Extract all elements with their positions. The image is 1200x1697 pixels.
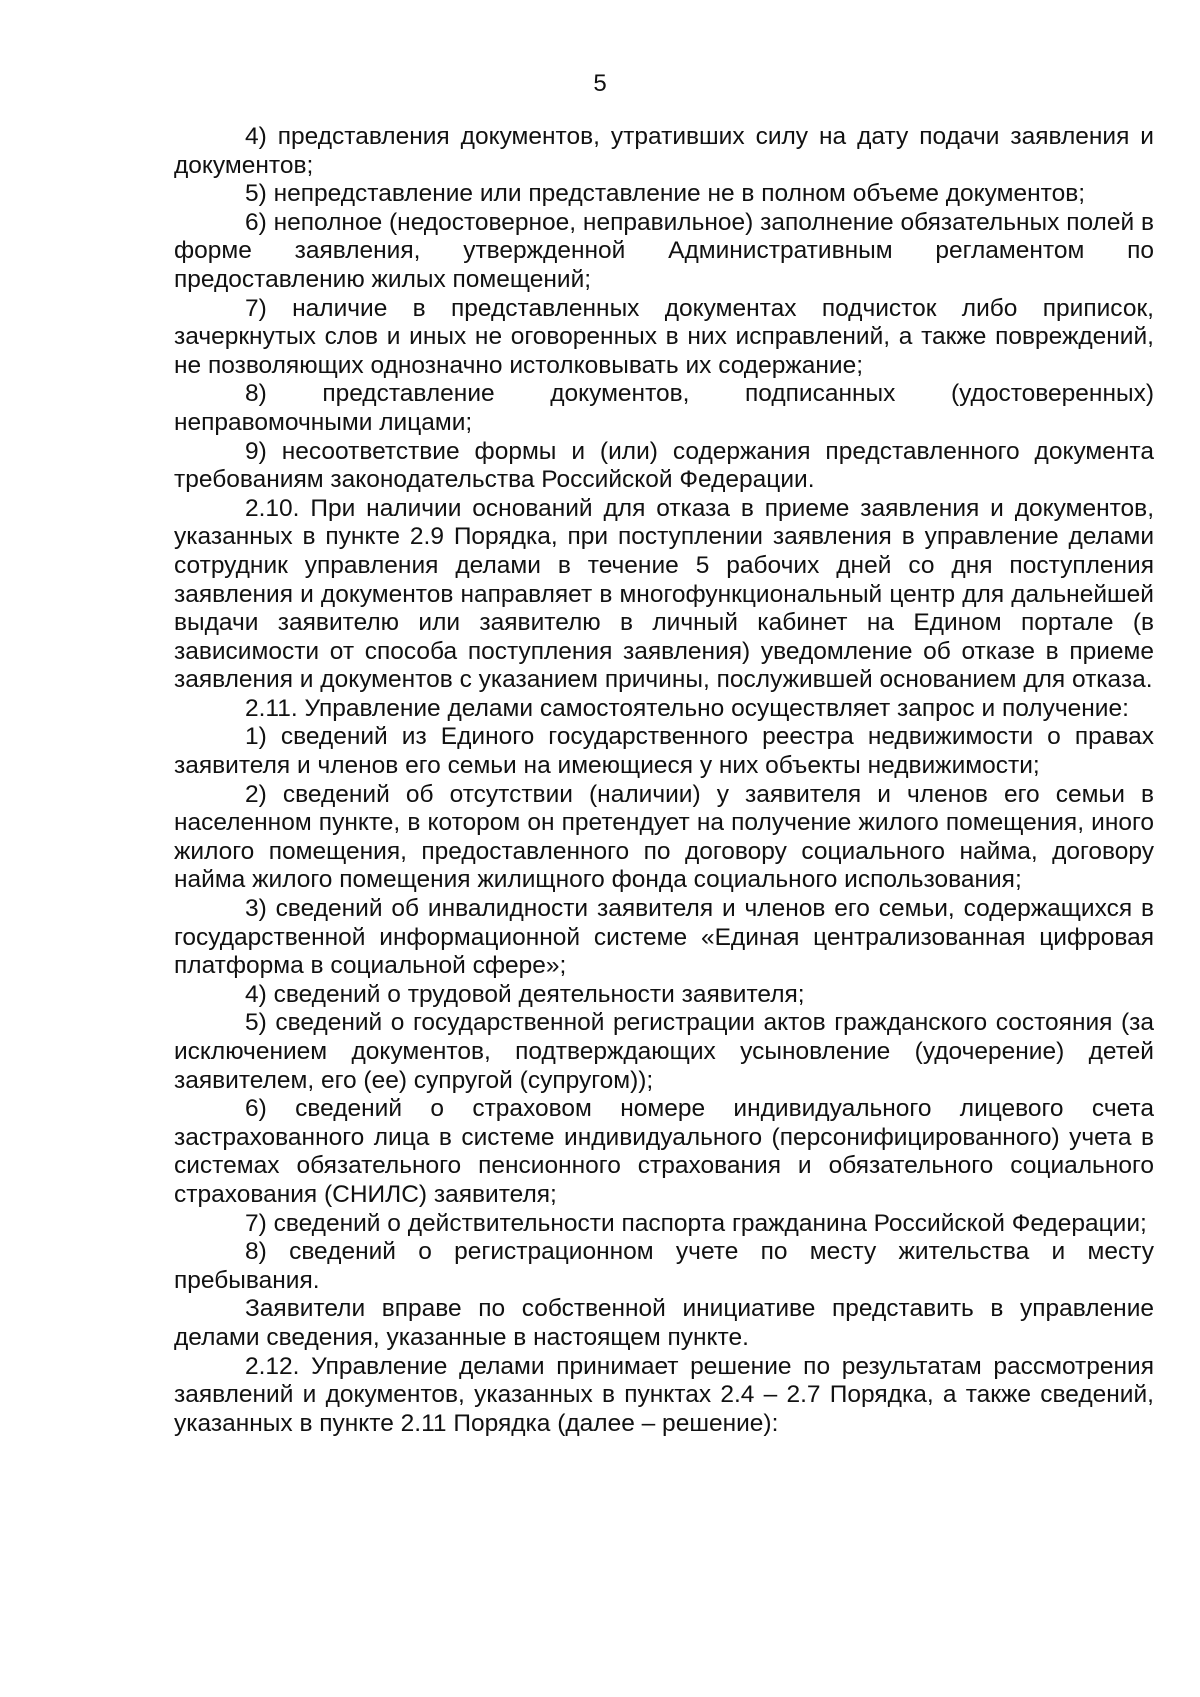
- list-item: 2) сведений об отсутствии (наличии) у заявителя и членов его семьи в населенном пункте, в котором он претендует на получение жилого помещения, иного жилого помещения, предоставленного по договору социального найма, договору найма жилого помещения жилищного фонда социального использования;: [174, 780, 1154, 894]
- list-item: 8) представление документов, подписанных (удостоверенных) неправомочными лицами;: [174, 380, 1154, 436]
- clause-2-11: 2.11. Управление делами самостоятельно осуществляет запрос и получение:: [245, 694, 1129, 722]
- list-item: 8) сведений о регистрационном учете по месту жительства и месту пребывания.: [174, 1238, 1154, 1294]
- list-item: 4) сведений о трудовой деятельности заявителя;: [245, 980, 805, 1008]
- clause-2-12: 2.12. Управление делами принимает решение по результатам рассмотрения заявлений и документов, указанных в пунктах 2.4 – 2.7 Порядка, а также сведений, указанных в пункте 2.11 Порядка (далее – решение):: [174, 1352, 1154, 1437]
- list-item: 3) сведений об инвалидности заявителя и членов его семьи, содержащихся в государственной информационной системе «Единая централизованная цифровая платформа в социальной сфере»;: [174, 895, 1154, 980]
- list-item: 6) сведений о страховом номере индивидуального лицевого счета застрахованного лица в системе индивидуального (персонифицированного) учета в системах обязательного пенсионного страхования и обязательного социального страхования (СНИЛС) заявителя;: [174, 1095, 1154, 1208]
- list-item: 4) представления документов, утративших силу на дату подачи заявления и документов;: [174, 123, 1154, 179]
- list-item: 9) несоответствие формы и (или) содержания представленного документа требованиям законодательства Российской Федерации.: [174, 437, 1154, 494]
- list-item: 7) сведений о действительности паспорта гражданина Российской Федерации;: [245, 1209, 1147, 1237]
- list-item: 7) наличие в представленных документах подчисток либо приписок, зачеркнутых слов и иных не оговоренных в них исправлений, а также повреждений, не позволяющих однозначно истолковывать их содержание;: [174, 294, 1154, 379]
- list-item: 5) сведений о государственной регистрации актов гражданского состояния (за исключением документов, подтверждающих усыновление (удочерение) детей заявителем, его (ее) супругой (супругом));: [174, 1009, 1154, 1094]
- document-body: [174, 123, 1154, 1438]
- list-item: 1) сведений из Единого государственного реестра недвижимости о правах заявителя и членов его семьи на имеющиеся у них объекты недвижимости;: [174, 723, 1154, 780]
- applicant-right-paragraph: Заявители вправе по собственной инициативе представить в управление делами сведения, указанные в настоящем пункте.: [174, 1295, 1154, 1351]
- list-item: 5) непредставление или представление не в полном объеме документов;: [245, 180, 1086, 208]
- list-item: 6) неполное (недостоверное, неправильное) заполнение обязательных полей в форме заявления, утвержденной Административным регламентом по предоставлению жилых помещений;: [174, 208, 1154, 293]
- page-number: 5: [593, 70, 607, 97]
- clause-2-10: 2.10. При наличии оснований для отказа в приеме заявления и документов, указанных в пункте 2.9 Порядка, при поступлении заявления в управление делами сотрудник управления делами в течение 5 рабочих дней со дня поступления заявления и документов направляет в многофункциональный центр для дальнейшей выдачи заявителю или заявителю в личный кабинет на Едином портале (в зависимости от способа поступления заявления) уведомление об отказе в приеме заявления и документов с указанием причины, послужившей основанием для отказа.: [174, 494, 1154, 694]
